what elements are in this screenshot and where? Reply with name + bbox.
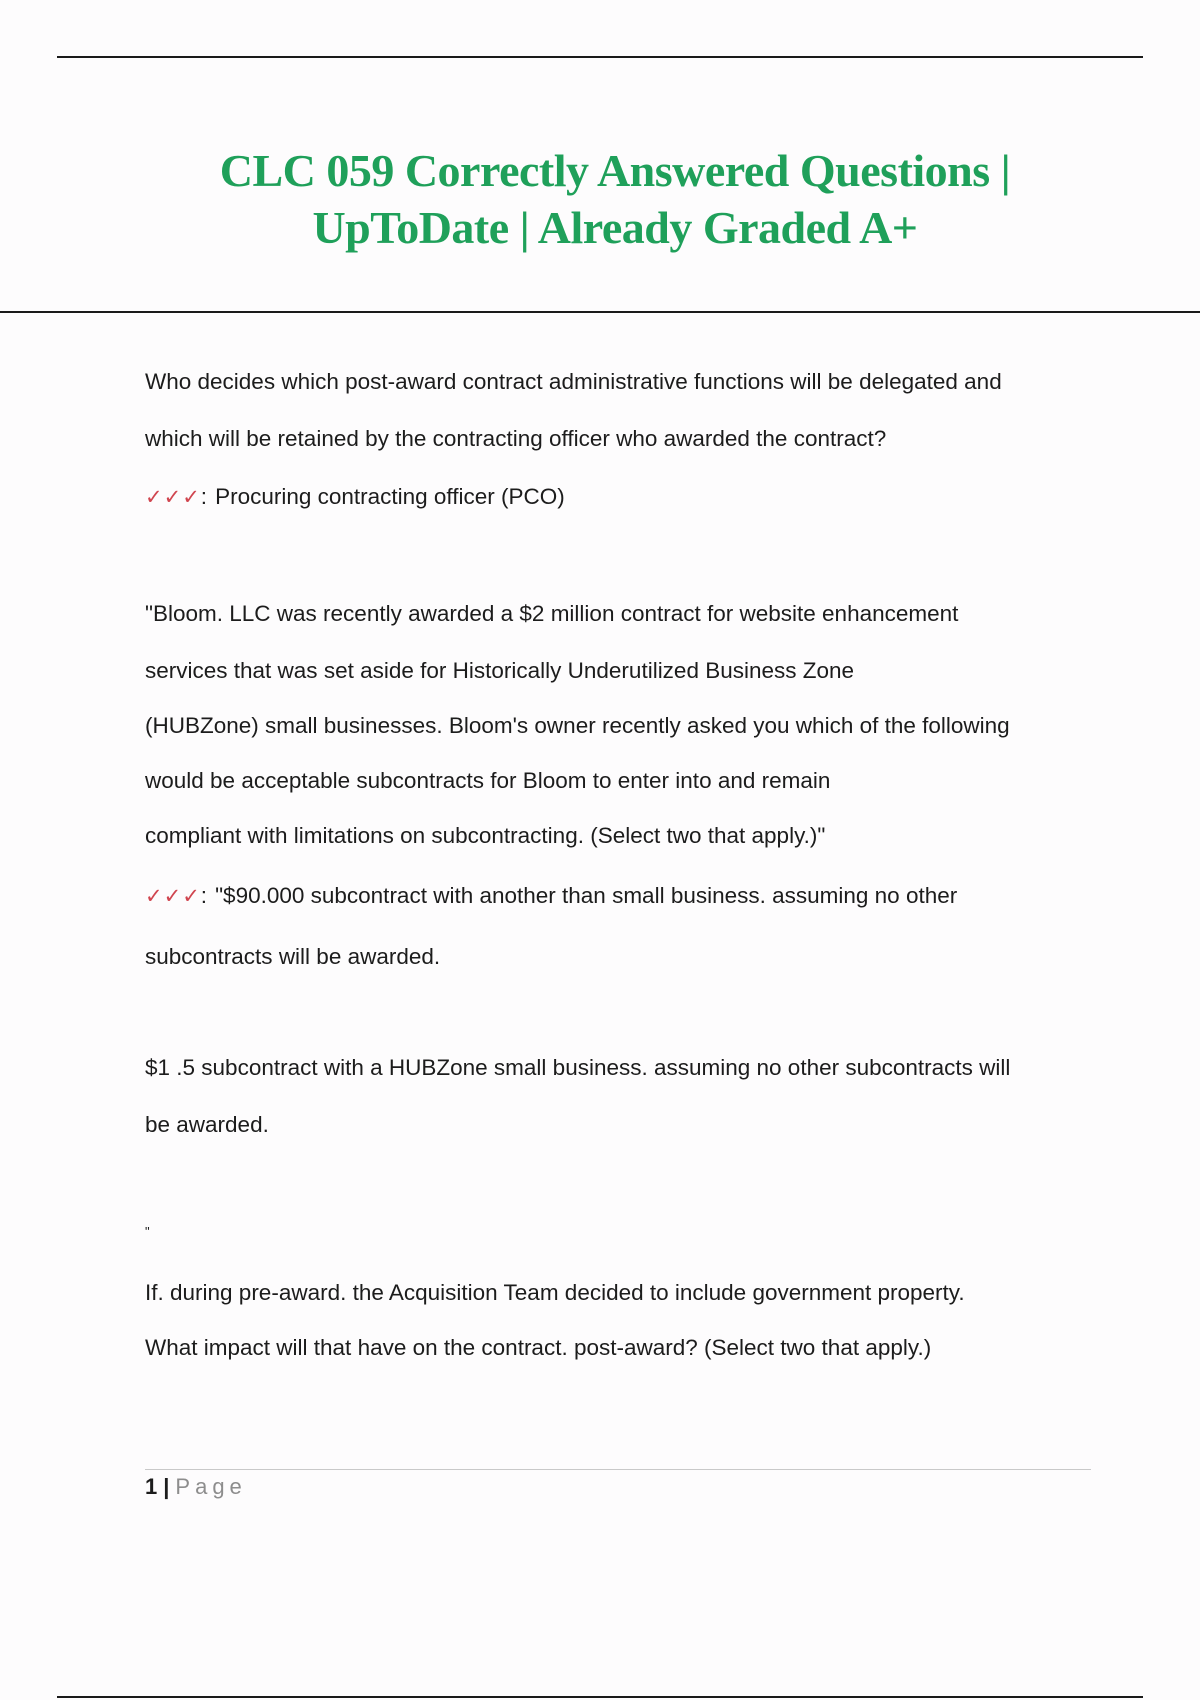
answer-colon: : [200, 484, 208, 509]
question-2-line-2: services that was set aside for Historically Underutilized Business Zone [145, 658, 855, 683]
page-number: 1 [145, 1474, 158, 1499]
question-3-line-2: What impact will that have on the contract. post-award? (Select two that apply.) [145, 1335, 932, 1360]
title-line-1: CLC 059 Correctly Answered Questions | [219, 145, 1011, 196]
answer-2-line-1: "$90.000 subcontract with another than small business. assuming no other [215, 883, 958, 908]
bottom-rule [57, 1696, 1143, 1698]
page-footer [145, 1473, 247, 1501]
question-1-line-1: Who decides which post-award contract administrative functions will be delegated and [145, 369, 1002, 394]
answer-1 [145, 483, 565, 512]
answer-2-close-quote: " [145, 1224, 150, 1239]
page-label: Page [175, 1474, 247, 1499]
title-divider [0, 311, 1200, 313]
question-2-line-4: would be acceptable subcontracts for Bloom to enter into and remain [145, 768, 831, 793]
document-title [0, 142, 1200, 256]
answer-2 [145, 882, 957, 911]
question-3-line-1: If. during pre-award. the Acquisition Team decided to include government property. [145, 1280, 965, 1305]
header-rule [57, 56, 1143, 58]
question-1-line-2: which will be retained by the contracting officer who awarded the contract? [145, 426, 887, 451]
check-marks-icon: ✓✓✓ [145, 486, 201, 509]
question-2-line-1: "Bloom. LLC was recently awarded a $2 million contract for website enhancement [145, 601, 959, 626]
answer-1-text: Procuring contracting officer (PCO) [215, 484, 565, 509]
question-2-line-3: (HUBZone) small businesses. Bloom's owner recently asked you which of the following [145, 713, 1010, 738]
answer-2-line-4: be awarded. [145, 1112, 269, 1137]
question-2-line-5: compliant with limitations on subcontracting. (Select two that apply.)" [145, 823, 826, 848]
check-marks-icon: ✓✓✓ [145, 885, 201, 908]
title-line-2: UpToDate | Already Graded A+ [312, 202, 918, 253]
footer-separator: | [163, 1474, 170, 1499]
answer-2-line-2: subcontracts will be awarded. [145, 944, 441, 969]
answer-colon: : [200, 883, 208, 908]
footer-rule [145, 1469, 1091, 1470]
answer-2-line-3: $1 .5 subcontract with a HUBZone small business. assuming no other subcontracts will [145, 1055, 1011, 1080]
